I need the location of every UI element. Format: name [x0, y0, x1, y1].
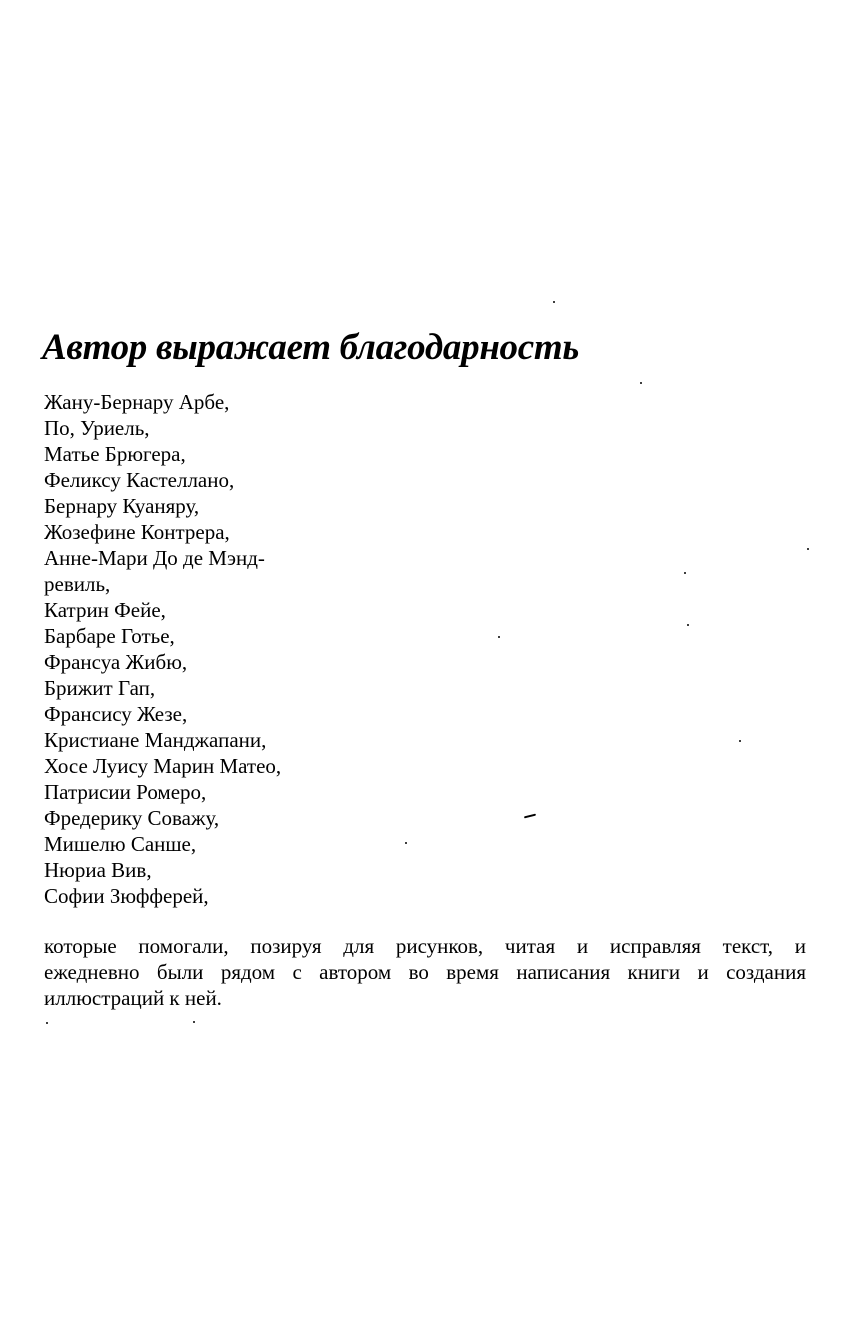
- scan-speck: [640, 382, 642, 384]
- list-item: Франсису Жезе,: [44, 702, 188, 726]
- list-item: Барбаре Готье,: [44, 624, 175, 648]
- closing-line: которые помогали, позируя для рисунков, читая и исправляя текст, и: [44, 934, 806, 958]
- scan-speck: [524, 814, 536, 819]
- closing-paragraph: [44, 933, 806, 1011]
- list-item: Бернару Куаняру,: [44, 494, 200, 518]
- scan-speck: [807, 548, 809, 550]
- list-item: Хосе Луису Марин Матео,: [44, 754, 282, 778]
- acknowledgement-names-list: [44, 389, 281, 909]
- scan-speck: [739, 740, 741, 742]
- closing-line: ежедневно были рядом с автором во время написания книги и создания: [44, 960, 806, 984]
- closing-line: иллюстраций к ней.: [44, 986, 222, 1010]
- scan-speck: [684, 572, 686, 574]
- list-item: Нюриа Вив,: [44, 858, 152, 882]
- scan-speck: [405, 842, 407, 844]
- list-item: Катрин Фейе,: [44, 598, 166, 622]
- list-item: По, Уриель,: [44, 416, 150, 440]
- list-item: Фредерику Соважу,: [44, 806, 220, 830]
- list-item: Франсуа Жибю,: [44, 650, 188, 674]
- list-item: Жану-Бернару Арбе,: [44, 390, 230, 414]
- list-item: Патрисии Ромеро,: [44, 780, 207, 804]
- list-item: Мишелю Санше,: [44, 832, 197, 856]
- list-item: Брижит Гап,: [44, 676, 156, 700]
- scan-speck: [46, 1022, 48, 1024]
- list-item: Жозефине Контрера,: [44, 520, 230, 544]
- scan-speck: [498, 636, 500, 638]
- list-item: ревиль,: [44, 572, 111, 596]
- list-item: Кристиане Манджапани,: [44, 728, 267, 752]
- list-item: Матье Брюгера,: [44, 442, 186, 466]
- list-item: Софии Зюфферей,: [44, 884, 209, 908]
- scan-speck: [193, 1021, 195, 1023]
- list-item: Феликсу Кастеллано,: [44, 468, 235, 492]
- page-heading: Автор выражает благодарность: [42, 327, 579, 368]
- scan-speck: [687, 624, 689, 626]
- scan-speck: [553, 301, 555, 303]
- list-item: Анне-Мари До де Мэнд-: [44, 546, 265, 570]
